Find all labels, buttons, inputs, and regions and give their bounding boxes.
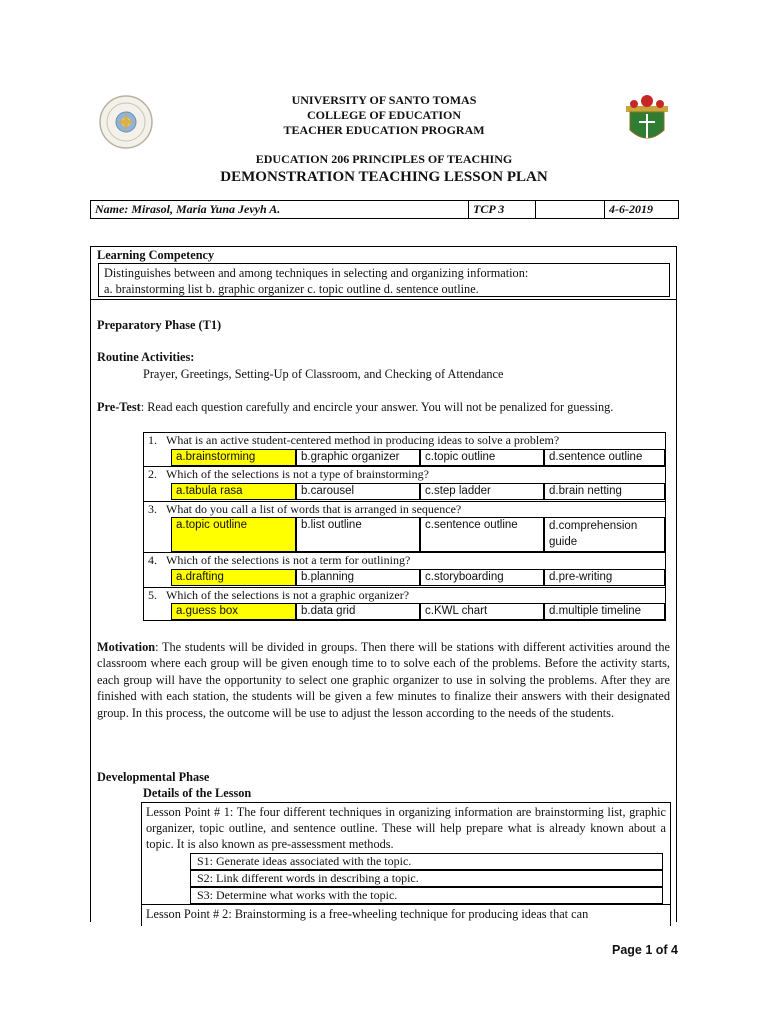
question-number: 5. — [148, 588, 157, 602]
question-1 — [148, 433, 559, 447]
developmental-heading: Developmental Phase — [97, 770, 210, 784]
lesson-point-2-box — [141, 904, 671, 926]
step-row: S1: Generate ideas associated with the topic. — [190, 853, 663, 870]
question-3 — [148, 502, 461, 516]
document-title: DEMONSTRATION TEACHING LESSON PLAN — [220, 169, 548, 185]
pretest-label: Pre-Test — [97, 400, 141, 414]
answer-option[interactable]: b.data grid — [296, 603, 420, 620]
program-name: TEACHER EDUCATION PROGRAM — [283, 123, 485, 137]
preparatory-heading: Preparatory Phase (T1) — [97, 318, 222, 332]
blank-cell — [536, 201, 605, 218]
competency-line-1: Distinguishes between and among techniques in selecting and organizing information: — [104, 266, 529, 280]
question-text: Which of the selections is not a term for outlining? — [166, 553, 411, 567]
answer-option[interactable]: d.comprehension guide — [544, 517, 665, 552]
step-row: S2: Link different words in describing a topic. — [190, 870, 663, 887]
motivation-label: Motivation — [97, 640, 156, 654]
question-text: Which of the selections is not a type of brainstorming? — [166, 467, 429, 481]
answer-option[interactable]: a.drafting — [171, 569, 296, 586]
tcp-cell: TCP 3 — [469, 201, 536, 218]
lesson-point-1-text: Lesson Point # 1: The four different techniques in organizing information are brainstorming list, graphic organizer, topic outline, and sentence outline. These will help prepare what is already known about a topic. It is also known as pre-assessment methods. — [146, 805, 666, 851]
question-number: 1. — [148, 433, 157, 447]
date-cell: 4-6-2019 — [609, 202, 653, 216]
answer-option[interactable]: a.topic outline — [171, 517, 296, 552]
question-5 — [148, 588, 409, 602]
answer-option[interactable]: c.sentence outline — [420, 517, 544, 552]
competency-heading: Learning Competency — [97, 248, 215, 262]
answer-option[interactable]: b.list outline — [296, 517, 420, 552]
answer-option[interactable]: c.storyboarding — [420, 569, 544, 586]
step-row: S3: Determine what works with the topic. — [190, 887, 663, 904]
answer-option[interactable]: c.topic outline — [420, 449, 544, 466]
question-text: What do you call a list of words that is arranged in sequence? — [166, 502, 462, 516]
name-cell: Name: Mirasol, Maria Yuna Jevyh A. — [91, 201, 469, 218]
pretest-text: : Read each question carefully and encircle your answer. You will not be penalized for guessing. — [140, 400, 614, 414]
answer-option[interactable]: b.planning — [296, 569, 420, 586]
answer-option[interactable]: d.pre-writing — [544, 569, 665, 586]
answer-option[interactable]: a.guess box — [171, 603, 296, 620]
question-number: 4. — [148, 553, 157, 567]
question-number: 2. — [148, 467, 157, 481]
question-4 — [148, 553, 410, 567]
answer-option[interactable]: d.multiple timeline — [544, 603, 665, 620]
section-divider — [90, 299, 677, 300]
question-number: 3. — [148, 502, 157, 516]
competency-box — [98, 263, 670, 297]
course-title: EDUCATION 206 PRINCIPLES OF TEACHING — [255, 152, 513, 166]
college-name: COLLEGE OF EDUCATION — [306, 108, 462, 122]
pretest-paragraph — [97, 399, 670, 415]
info-table — [90, 200, 679, 219]
pretest-questions-table — [143, 432, 666, 621]
question-text: Which of the selections is not a graphic organizer? — [166, 588, 410, 602]
answer-option[interactable]: b.graphic organizer — [296, 449, 420, 466]
answer-option[interactable]: c.KWL chart — [420, 603, 544, 620]
answer-option[interactable]: a.tabula rasa — [171, 483, 296, 500]
routine-heading: Routine Activities: — [97, 350, 195, 364]
answer-option[interactable]: d.sentence outline — [544, 449, 665, 466]
competency-line-2: a. brainstorming list b. graphic organizer c. topic outline d. sentence outline. — [104, 282, 479, 296]
answer-option[interactable]: c.step ladder — [420, 483, 544, 500]
routine-text: Prayer, Greetings, Setting-Up of Classroom, and Checking of Attendance — [143, 367, 504, 381]
lesson-point-2-text: Lesson Point # 2: Brainstorming is a free-wheeling technique for producing ideas that can — [146, 907, 589, 921]
details-heading: Details of the Lesson — [143, 786, 252, 800]
answer-option[interactable]: a.brainstorming — [171, 449, 296, 466]
motivation-paragraph — [97, 639, 670, 721]
question-text: What is an active student-centered method in producing ideas to solve a problem? — [166, 433, 560, 447]
motivation-text: : The students will be divided in groups. Then there will be stations with different activities around the classroom where each group will be given enough time to to solve each of the problems. Before the activity starts, each group will have the opportunity to select one graphic organizer to use in solving the problems. After they are finished with each station, the students will be given a few minutes to finalize their answers with their designated group. In this process, the outcome will be use to adjust the lesson according to the needs of the students. — [97, 640, 670, 720]
answer-option[interactable]: b.carousel — [296, 483, 420, 500]
page-number: Page 1 of 4 — [612, 943, 678, 957]
question-2 — [148, 467, 429, 481]
answer-option[interactable]: d.brain netting — [544, 483, 665, 500]
university-name: UNIVERSITY OF SANTO TOMAS — [291, 93, 477, 107]
